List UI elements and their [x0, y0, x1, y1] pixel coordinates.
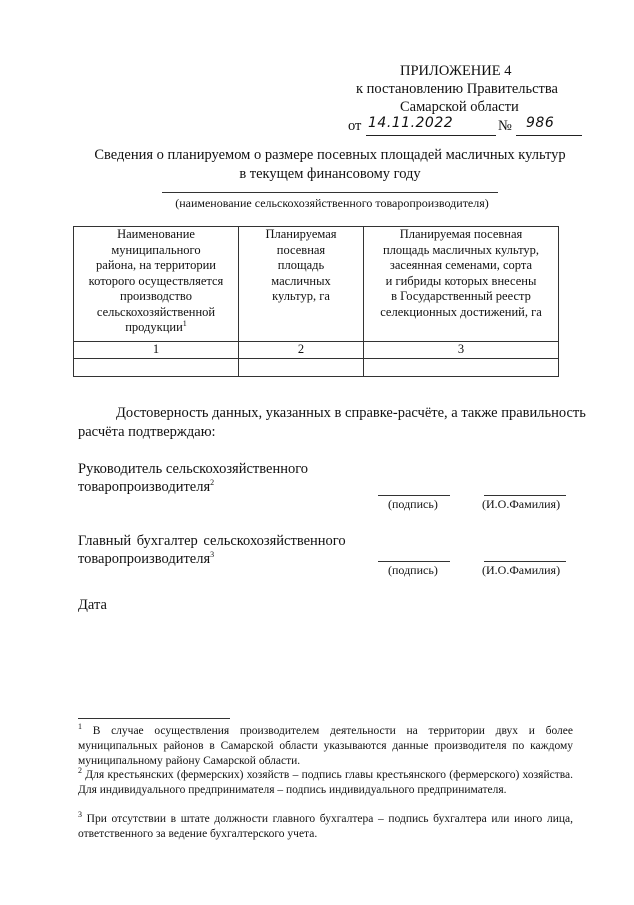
producer-caption: (наименование сельскохозяйственного товаропроизводителя): [175, 196, 489, 210]
signer2-line2-text: товаропроизводителя: [78, 551, 211, 567]
signer2-line1: Главный бухгалтер сельскохозяйственного: [78, 533, 346, 549]
header-col3-l1: Планируемая посевная: [399, 227, 523, 241]
signer2-line2: [78, 550, 214, 569]
header-col2-l5: культур, га: [272, 289, 330, 303]
table-header-row: [74, 227, 559, 342]
empty-cell: [239, 358, 364, 376]
footnote-ref-2: 2: [210, 478, 215, 488]
confirm-line2: расчёта подтверждаю:: [78, 424, 216, 440]
header-col1-l7: [76, 320, 236, 336]
header-col1: [74, 227, 239, 342]
footnote-2: [78, 768, 573, 798]
signer1-line2: [78, 478, 214, 497]
footnote-3-text: При отсутствии в штате должности главного бухгалтера – подпись бухгалтера или иного лица, ответственного за ведение бухгалтерского учета.: [78, 813, 573, 840]
appendix-number: 986: [526, 115, 555, 131]
appendix-date-field: [366, 117, 496, 136]
header-col3-l4: и гибриды которых внесены: [385, 273, 537, 288]
header-col3-l2: площадь масличных культур,: [382, 242, 540, 257]
appendix-line3: Самарской области: [400, 99, 519, 115]
header-col1-l7-text: продукции: [125, 320, 183, 334]
col-number-1: 1: [74, 342, 239, 359]
appendix-number-label: №: [498, 118, 512, 134]
header-col1-l6: сельскохозяйственной: [96, 304, 216, 319]
signer2-name-line: [484, 561, 566, 562]
signer2-signature-caption: (подпись): [388, 563, 438, 577]
header-col1-l3: района, на территории: [96, 258, 216, 272]
header-col1-l5: производство: [120, 289, 192, 303]
doc-title-line2: в текущем финансовому году: [239, 166, 421, 182]
footnote-3: [78, 812, 573, 842]
footnote-1-mark: 1: [78, 722, 82, 732]
appendix-from-label: от: [348, 118, 362, 134]
footnote-ref-3: 3: [210, 550, 215, 560]
appendix-line2: к постановлению Правительства: [356, 81, 558, 97]
header-col2-l2: посевная: [276, 242, 326, 257]
data-table: [73, 226, 559, 377]
confirm-line1: Достоверность данных, указанных в справке-расчёте, а также правильность: [116, 405, 586, 421]
header-col3: [364, 227, 559, 342]
table-number-row: [74, 342, 559, 359]
header-col1-l1: Наименование: [117, 227, 195, 241]
footnote-separator: [78, 718, 230, 719]
col-number-3: 3: [364, 342, 559, 359]
footnote-1: [78, 724, 573, 769]
table-empty-row: [74, 358, 559, 376]
footnote-ref-1: 1: [182, 318, 187, 328]
header-col2-l4: масличных: [271, 273, 331, 288]
footnote-2-mark: 2: [78, 766, 82, 776]
appendix-number-field: [516, 117, 582, 136]
footnote-2-text: Для крестьянских (фермерских) хозяйств – подпись главы крестьянского (фермерского) хозяйства. Для индивидуального предпринимателя – подпись индивидуального предпринимателя.: [78, 769, 573, 796]
col-number-2: 2: [239, 342, 364, 359]
header-col2-l1: Планируемая: [265, 227, 337, 241]
signer1-line1: Руководитель сельскохозяйственного: [78, 461, 309, 477]
empty-cell: [74, 358, 239, 376]
signer1-signature-caption: (подпись): [388, 497, 438, 511]
producer-name-line: [162, 192, 498, 193]
doc-title-line1: Сведения о планируемом о размере посевных площадей масличных культур: [94, 147, 566, 163]
signer2-name-caption: (И.О.Фамилия): [482, 563, 561, 577]
empty-cell: [364, 358, 559, 376]
header-col3-l3: засеянная семенами, сорта: [389, 258, 533, 272]
signer1-line2-text: товаропроизводителя: [78, 479, 211, 495]
doc-title: [60, 146, 600, 184]
header-col3-l6: селекционных достижений, га: [380, 304, 542, 319]
header-col2-l3: площадь: [277, 258, 325, 272]
appendix-date: 14.11.2022: [368, 115, 454, 131]
signer2-signature-line: [378, 561, 450, 562]
header-col1-l4: которого осуществляется: [88, 273, 224, 288]
footnote-1-text: В случае осуществления производителем деятельности на территории двух и более муниципальных районов в Самарской области указываются данные производителя по каждому муниципальному району Самарской области.: [78, 725, 573, 767]
appendix-title: ПРИЛОЖЕНИЕ 4: [400, 63, 512, 79]
signer1-name-line: [484, 495, 566, 496]
footnote-3-mark: 3: [78, 810, 82, 820]
header-col3-l5: в Государственный реестр: [391, 289, 531, 303]
header-col1-l2: муниципального: [111, 242, 201, 257]
signer1-signature-line: [378, 495, 450, 496]
header-col2: [239, 227, 364, 342]
signer1-name-caption: (И.О.Фамилия): [482, 497, 561, 511]
date-label: Дата: [78, 597, 107, 613]
